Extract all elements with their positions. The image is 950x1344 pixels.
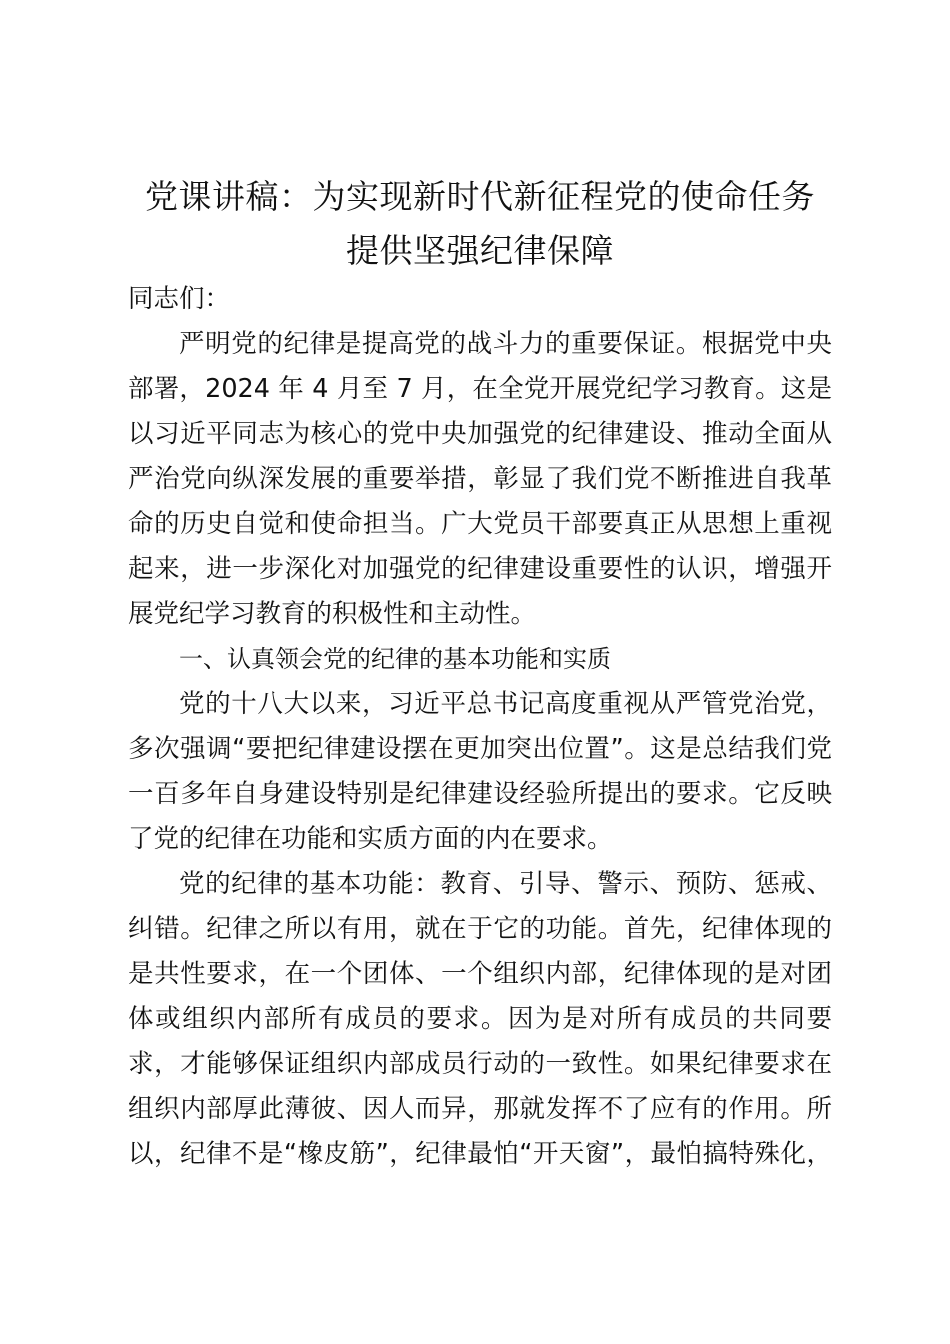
paragraph-line: 纠错。纪律之所以有用，就在于它的功能。首先，纪律体现的 [128, 914, 832, 944]
paragraph-line: 党的纪律的基本功能：教育、引导、警示、预防、惩戒、 [179, 869, 832, 899]
paragraph-line: 了党的纪律在功能和实质方面的内在要求。 [128, 824, 613, 854]
paragraph-intro [128, 322, 848, 637]
paragraph-line: 求，才能够保证组织内部成员行动的一致性。如果纪律要求在 [128, 1049, 832, 1079]
paragraph-line: 严明党的纪律是提高党的战斗力的重要保证。根据党中央 [179, 329, 832, 359]
section-heading [128, 637, 848, 682]
document-title [110, 170, 850, 278]
paragraph-line: 多次强调“要把纪律建设摆在更加突出位置”。这是总结我们党 [128, 734, 832, 764]
paragraph-line: 严治党向纵深发展的重要举措，彰显了我们党不断推进自我革 [128, 464, 832, 494]
paragraph-discipline-building [128, 682, 848, 862]
paragraph-line: 命的历史自觉和使命担当。广大党员干部要真正从思想上重视 [128, 509, 832, 539]
paragraph-line: 体或组织内部所有成员的要求。因为是对所有成员的共同要 [128, 1004, 832, 1034]
paragraph-line: 党的十八大以来，习近平总书记高度重视从严管党治党， [179, 689, 832, 719]
document-body [128, 277, 848, 1177]
paragraph-line: 以，纪律不是“橡皮筋”，纪律最怕“开天窗”，最怕搞特殊化， [128, 1139, 832, 1169]
paragraph-line: 部署，2024 年 4 月至 7 月，在全党开展党纪学习教育。这是 [128, 374, 832, 404]
paragraph-line: 组织内部厚此薄彼、因人而异，那就发挥不了应有的作用。所 [128, 1094, 832, 1124]
paragraph-line: 一百多年自身建设特别是纪律建设经验所提出的要求。它反映 [128, 779, 832, 809]
section-heading-text: 一、认真领会党的纪律的基本功能和实质 [179, 645, 611, 673]
title-line-1: 党课讲稿：为实现新时代新征程党的使命任务 [145, 177, 815, 216]
paragraph-line: 展党纪学习教育的积极性和主动性。 [128, 599, 537, 629]
paragraph-line: 以习近平同志为核心的党中央加强党的纪律建设、推动全面从 [128, 419, 832, 449]
salutation: 同志们： [128, 284, 231, 314]
paragraph-line: 起来，进一步深化对加强党的纪律建设重要性的认识，增强开 [128, 554, 832, 584]
paragraph-line: 是共性要求，在一个团体、一个组织内部，纪律体现的是对团 [128, 959, 832, 989]
title-line-2: 提供坚强纪律保障 [346, 231, 614, 270]
paragraph-basic-functions [128, 862, 848, 1177]
